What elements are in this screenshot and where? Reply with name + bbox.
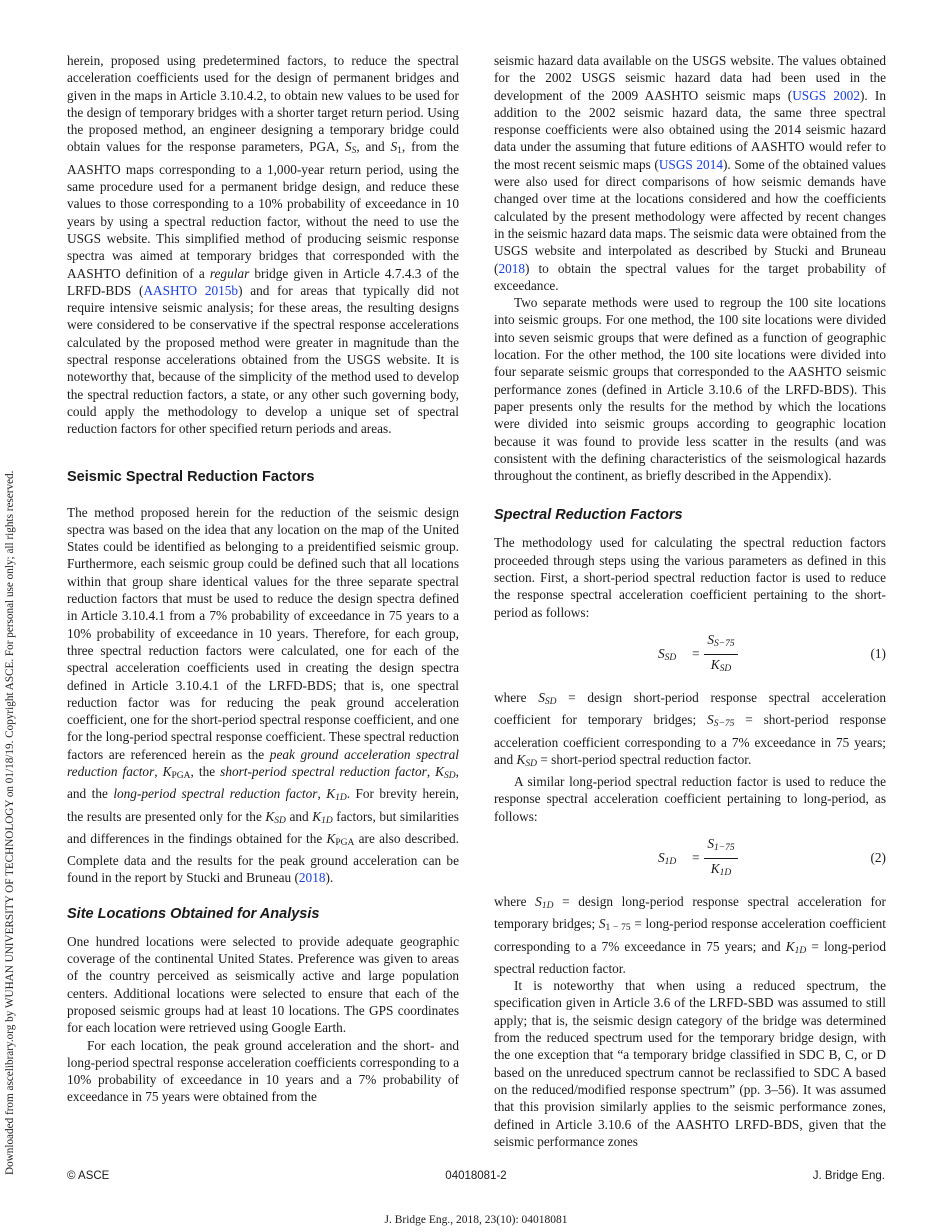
article-number: 04018081-2 [445,1170,507,1182]
equation-number: (2) [870,849,886,865]
section-heading: Seismic Spectral Reduction Factors [67,468,315,485]
where-paragraph-2: where $S_{1D}$ = design long-period response spectral acceleration for temporary bridges; $S_{1 - 75}$ = long-period response acceleration coefficient corresponding to a 7% exceedance in 75 years; and $K_{1D}$ = long-period spectral reduction factor. [494,893,886,976]
ref-link-aashto-2015b[interactable]: AASHTO 2015b [143,282,239,298]
right-column [494,52,886,1150]
fraction: $\frac{S_{1-75}}{K_{1D}}$ [704,835,738,883]
groups-paragraph: Two separate methods were used to regroup the 100 site locations into seismic groups. For one method, the 100 site locations were divided into seven seismic groups that were defined as a function of geographic location. For the other method, the 100 site locations were divided into four separate seismic groups that corresponded to the AASHTO seismic performance zones (defined in Article 3.10.6 of the LRFD-BDS). This paper presents only the results for the method by which the locations were divided into seismic groups according to geographic location because it was found to provide less scatter in the results (and was consistent with the defining characteristics of the seismological hazards throughout the continent, as briefly described in the Appendix). [494,295,886,484]
site-paragraph-2: For each location, the peak ground acceleration and the short- and long-period spectral response acceleration coefficients corresponding to a 10% probability of exceedance in 10 years and a 7% probability of exceedance in 75 years were obtained from the [67,1037,459,1105]
long-period-paragraph: A similar long-period spectral reduction factor is used to reduce the response spectral acceleration coefficient pertaining to long-period, as follows: [494,774,886,824]
fraction: $S_{S-75}$ $K_{SD}$ [704,631,738,679]
copyright: © ASCE [67,1170,110,1182]
journal-name: J. Bridge Eng. [812,1170,885,1182]
noteworthy-paragraph: It is noteworthy that when using a reduced spectrum, the specification given in Article 3.6 of the LRFD-SBD was assumed to still apply; that is, the seismic design category of the bridge was determined from the reduced spectrum used for the temporary bridge design, with the one exception that “a temporary bridge classified in SDC B, C, or D based on the unreduced spectrum cannot be reclassified to SDC A based on the reduced/modified response spectrum” (pp. 3–56). It was assumed that this provision similarly applies to the seismic performance zones, defined in Article 3.10.6 of the AASHTO LRFD-BDS, given that the seismic performance zones [494,978,886,1149]
equation-number: (1) [870,645,886,661]
where-paragraph-1: where $S_{SD}$ = design short-period response spectral acceleration coefficient for temporary bridges; $S_{S-75}$ = short-period response acceleration coefficient corresponding to a 7% exceedance in 75 years; and $K_{SD}$ = short-period spectral reduction factor. [494,689,886,769]
method-paragraph: The methodology used for calculating the spectral reduction factors proceeded through steps using the various parameters as defined in this section. First, a short-period spectral reduction factor is used to reduce the response spectral acceleration coefficient pertaining to the short-period as follows: [494,535,886,620]
section-paragraph: The method proposed herein for the reduction of the seismic design spectra was based on the idea that any location on the map of the United States could be identified as belonging to a preidentified seismic group. Furthermore, each seismic group could be defined such that all locations within that group share identical values for the three separate spectral reduction factors that must be used to reduce the design spectra defined in Article 3.10.4.1 from a 7% probability of exceedance in 75 years to a 10% probability of exceedance in 10 years. Therefore, for each group, three spectral reduction factors were calculated, one for each of the spectral acceleration coefficients used in creating the design spectra defined in Article 3.10.4.1 of the LRFD-BDS; that is, one spectral reduction factor was for reducing the peak ground acceleration coefficient, one for the short-period spectral response coefficient, and one for the long-period spectral response coefficient. These spectral reduction factors are referenced herein as the peak ground acceleration spectral reduction factor, $K_{PGA}$, the short-period spectral reduction factor, $K_{SD}$, and the long-period spectral reduction factor, $K_{1D}$. For brevity herein, the results are presented only for the $K_{SD}$ and $K_{1D}$ factors, but similarities and differences in the findings obtained for the $K_{PGA}$ are also described. Complete data and the results for the peak ground acceleration can be found in the report by Stucki and Bruneau (2018). [67,504,460,886]
ref-link-2018[interactable]: 2018 [498,260,526,276]
equation-1: $S_{SD}$ = $S_{S-75}$ $K_{SD}$ (1) [494,631,886,683]
usgs-paragraph: seismic hazard data available on the USGS website. The values obtained for the 2002 USGS seismic hazard data had been used in the development of the 2009 AASHTO seismic maps (USGS 2002). In addition to the 2002 seismic hazard data, the same three spectral response coefficients were also obtained using the 2014 seismic hazard data under the assuming that future editions of AASHTO would refer to the most recent seismic maps (USGS 2014). Some of the obtained values were also used for direct comparisons of how seismic demands have changed over time at the locations considered and how the coefficients calculated by the present methodology were affected by recent changes in the seismic hazard data maps. The seismic data were obtained from the USGS website and interpolated as described by Stucki and Bruneau (2018) to obtain the spectral values for the target probability of exceedance. [494,53,886,293]
page-footer [67,1170,885,1186]
subsection-heading: Site Locations Obtained for Analysis [67,905,320,922]
intro-paragraph: herein, proposed using predetermined factors, to reduce the spectral acceleration coefficients used for the design of permanent bridges and given in the maps in Article 3.10.4.2, to obtain new values to be used for the design of temporary bridges with a shorter target return period. Using the proposed method, an engineer designing a temporary bridge could obtain values for the response parameters, PGA, $S_S$, and $S_1$, from the AASHTO maps corresponding to a 1,000-year return period, using the same procedure used for a permanent bridge design, and reduce these values to those corresponding to a 10% probability of exceedance in 10 years by using a spectral reduction factor, without the need to use the USGS website. This simplified method of producing seismic response spectra was aimed at temporary bridges that corresponded with the AASHTO definition of a regular bridge given in Article 4.7.4.3 of the LRFD-BDS (AASHTO 2015b) and for areas that typically did not require intensive seismic analysis; for these areas, the resulting designs were considered to be conservative if the spectral response accelerations calculated by the proposed method were greater in magnitude than the spectral response accelerations obtained from the USGS website. It is noteworthy that, because of the simplicity of the method used to develop the spectral reduction factors, a state, or any other such governing body, could apply the methodology to develop a unique set of spectral reduction factors for other specified return periods and areas. [67,53,460,437]
subsection-heading: Spectral Reduction Factors [494,507,683,524]
download-notice: Downloaded from ascelibrary.org by WUHAN UNIVERSITY OF TECHNOLOGY on 01/18/19. Copyright ASCE. For personal use only; all rights reserved. [4,470,16,1175]
left-column [67,52,459,1106]
ref-link-usgs-2002[interactable]: USGS 2002 [792,87,860,103]
site-paragraph: One hundred locations were selected to provide adequate geographic coverage of the continental United States. Preference was given to areas of the country perceived as seismically active and large population centers. Additional locations were selected to ensure that each of the proposed seismic groups had at least 10 locations. The GPS coordinates for each location were retrieved using Google Earth. [67,933,459,1036]
ref-link-usgs-2014[interactable]: USGS 2014 [658,156,723,172]
equation-2: $S_{1D}$ = $\frac{S_{1-75}}{K_{1D}}$ (2) [494,835,886,887]
citation: J. Bridge Eng., 2018, 23(10): 04018081 [384,1214,568,1226]
ref-link-2018[interactable]: 2018 [298,870,326,886]
